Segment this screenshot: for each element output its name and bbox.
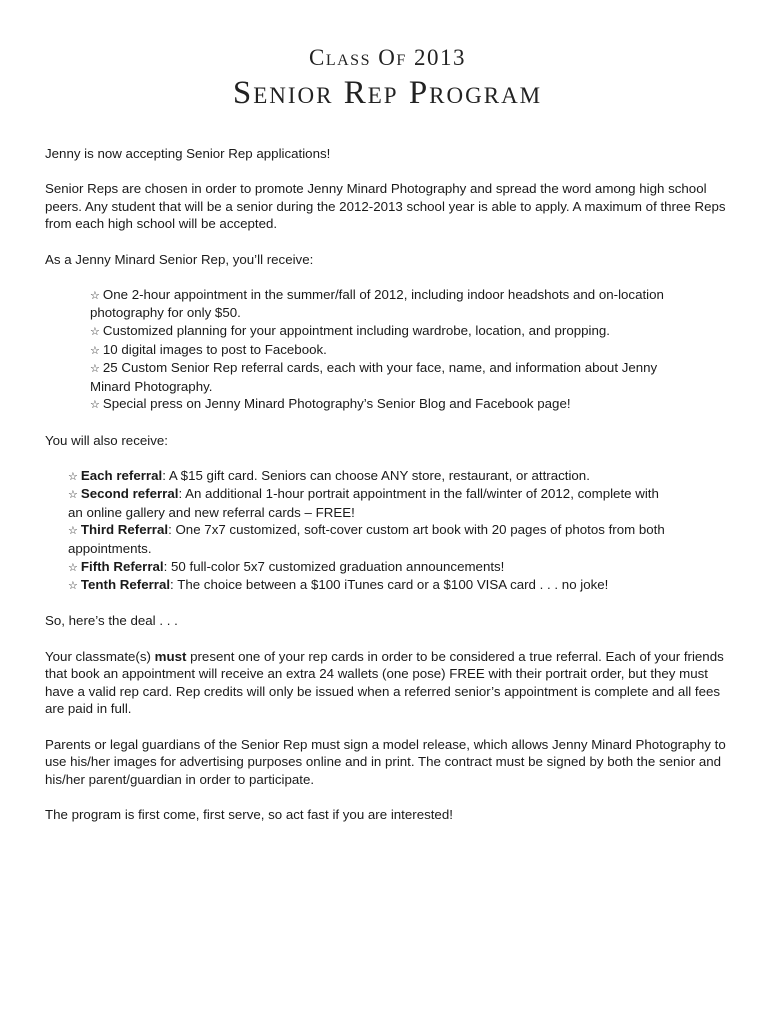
deal-emphasis: must (154, 648, 187, 664)
receive-heading: As a Jenny Minard Senior Rep, you’ll receive: (45, 251, 314, 267)
deal-text-before: Your classmate(s) (45, 648, 155, 664)
reward-label: Third Referral (80, 522, 169, 538)
about-paragraph: Senior Reps are chosen in order to promote Jenny Minard Photography and spread the word among high school peers. Any student that will be a senior during the 2012-2013 school year is able to apply. A maximum of three Reps from each high school will be accepted. (45, 181, 726, 232)
benefit-text: 25 Custom Senior Rep referral cards, each with your face, name, and information about Jenny Minard Photography. (90, 360, 658, 394)
class-of-heading: Class Of 2013 (309, 45, 466, 70)
benefit-text: One 2-hour appointment in the summer/fall of 2012, including indoor headshots and on-location photography for only $50. (90, 286, 664, 321)
reward-text: : An additional 1-hour portrait appointment in the fall/winter of 2012, complete with an online gallery and new referral cards – FREE! (68, 486, 659, 520)
also-receive-heading: You will also receive: (45, 432, 168, 448)
reward-text: : 50 full-color 5x7 customized graduation announcements! (163, 558, 505, 574)
list-item (68, 576, 670, 595)
star-icon: ☆ (90, 362, 100, 376)
benefit-text: Customized planning for your appointment including wardrobe, location, and propping. (102, 322, 610, 338)
list-item (90, 286, 670, 322)
list-item (68, 467, 670, 486)
list-item (90, 395, 670, 414)
deal-paragraph (45, 648, 730, 718)
star-icon: ☆ (68, 560, 78, 574)
star-icon: ☆ (68, 488, 78, 502)
reward-label: Second referral (80, 486, 179, 502)
list-item (68, 521, 670, 557)
list-item (68, 558, 670, 577)
list-item (90, 359, 670, 395)
title-block (45, 44, 730, 112)
reward-label: Each referral (80, 467, 163, 483)
star-icon: ☆ (90, 343, 100, 357)
list-item (68, 485, 670, 521)
benefit-text: 10 digital images to post to Facebook. (102, 341, 327, 357)
deal-text-after: present one of your rep cards in order to be considered a true referral. Each of your friends that book an appointment will receive an extra 24 wallets (one pose) FREE with their portrait order, but they must have a valid rep card. Rep credits will only be issued when a referred senior’s appointment is complete and all fees are paid in full. (45, 648, 724, 717)
rep-benefits-list (45, 286, 730, 414)
star-icon: ☆ (68, 469, 78, 483)
release-paragraph: Parents or legal guardians of the Senior Rep must sign a model release, which allows Jenny Minard Photography to use his/her images for advertising purposes online and in print. The contract must be signed by both the senior and his/her parent/guardian in order to participate. (45, 736, 726, 787)
page-title: Senior Rep Program (232, 75, 543, 111)
star-icon: ☆ (90, 288, 100, 302)
list-item (90, 322, 670, 341)
deal-heading: So, here’s the deal . . . (45, 613, 178, 629)
star-icon: ☆ (90, 398, 100, 412)
intro-paragraph: Jenny is now accepting Senior Rep applications! (45, 146, 331, 161)
star-icon: ☆ (68, 524, 78, 538)
benefit-text: Special press on Jenny Minard Photography’s Senior Blog and Facebook page! (102, 396, 571, 412)
reward-text: : One 7x7 customized, soft-cover custom art book with 20 pages of photos from both appointments. (68, 522, 665, 557)
reward-label: Fifth Referral (80, 558, 164, 574)
star-icon: ☆ (90, 324, 100, 338)
reward-label: Tenth Referral (80, 577, 171, 593)
referral-rewards-list (45, 467, 730, 595)
reward-text: : A $15 gift card. Seniors can choose ANY store, restaurant, or attraction. (162, 467, 590, 483)
closing-paragraph: The program is first come, first serve, so act fast if you are interested! (45, 806, 453, 822)
star-icon: ☆ (68, 579, 78, 593)
reward-text: : The choice between a $100 iTunes card or a $100 VISA card . . . no joke! (170, 577, 609, 593)
list-item (90, 341, 670, 360)
